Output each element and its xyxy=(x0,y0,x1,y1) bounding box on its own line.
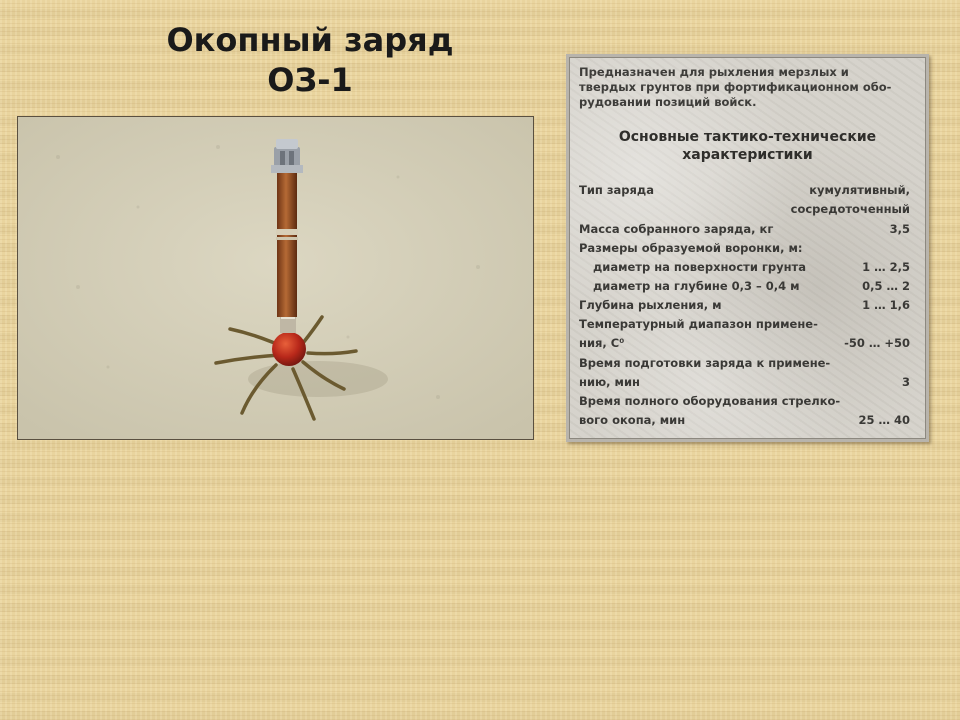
spec-value: 25 … 40 xyxy=(858,413,910,427)
spec-value: 0,5 … 2 xyxy=(862,279,910,293)
spec-label: нию, мин xyxy=(579,375,640,389)
spec-value: 3,5 xyxy=(889,222,910,236)
spec-label: вого окопа, мин xyxy=(579,413,686,427)
spec-row xyxy=(579,220,910,239)
spec-label: ния, С⁰ xyxy=(579,336,625,350)
spec-row xyxy=(579,373,910,392)
charge-body xyxy=(272,332,306,366)
spec-row xyxy=(579,392,910,411)
purpose-line: твердых грунтов при фортификационном обо- xyxy=(579,80,892,94)
section-heading: Основные тактико-технические характеристики xyxy=(618,129,877,163)
spec-label: диаметр на глубине 0,3 – 0,4 м xyxy=(593,279,800,293)
spec-row xyxy=(579,334,910,353)
specifications-card xyxy=(566,54,929,442)
spec-value: 1 … 1,6 xyxy=(862,298,910,312)
charge-photo xyxy=(17,116,534,440)
spec-row xyxy=(579,258,910,277)
purpose-line: рудовании позиций войск. xyxy=(579,95,757,109)
spec-row xyxy=(579,296,910,315)
spec-label: Температурный диапазон примене- xyxy=(579,317,818,331)
spec-label: диаметр на поверхности грунта xyxy=(593,260,806,274)
spec-row xyxy=(579,411,910,430)
spec-label: Тип заряда xyxy=(579,183,654,197)
charge-illustration xyxy=(18,117,533,439)
purpose-text xyxy=(579,65,909,110)
spec-row xyxy=(579,181,910,200)
title-line-1: Окопный заряд xyxy=(166,21,454,59)
spec-value: кумулятивный, xyxy=(809,183,910,197)
spec-row xyxy=(579,354,910,373)
page-title xyxy=(90,20,530,100)
spec-row xyxy=(579,277,910,296)
spec-value: 3 xyxy=(901,375,910,389)
spec-row xyxy=(579,239,910,258)
spec-row xyxy=(579,200,910,219)
spec-label: Время полного оборудования стрелко- xyxy=(579,394,841,408)
spec-label: Масса собранного заряда, кг xyxy=(579,222,774,236)
spec-value: сосредоточенный xyxy=(790,202,910,216)
spec-row xyxy=(579,315,910,334)
title-line-2: ОЗ-1 xyxy=(267,61,353,99)
spec-label: Размеры образуемой воронки, м: xyxy=(579,241,803,255)
spec-label: Глубина рыхления, м xyxy=(579,298,722,312)
spec-label: Время подготовки заряда к примене- xyxy=(579,356,831,370)
purpose-line: Предназначен для рыхления мерзлых и xyxy=(579,65,849,79)
spec-value: 1 … 2,5 xyxy=(862,260,910,274)
spec-value: -50 … +50 xyxy=(844,336,910,350)
charge-tube xyxy=(277,171,297,317)
